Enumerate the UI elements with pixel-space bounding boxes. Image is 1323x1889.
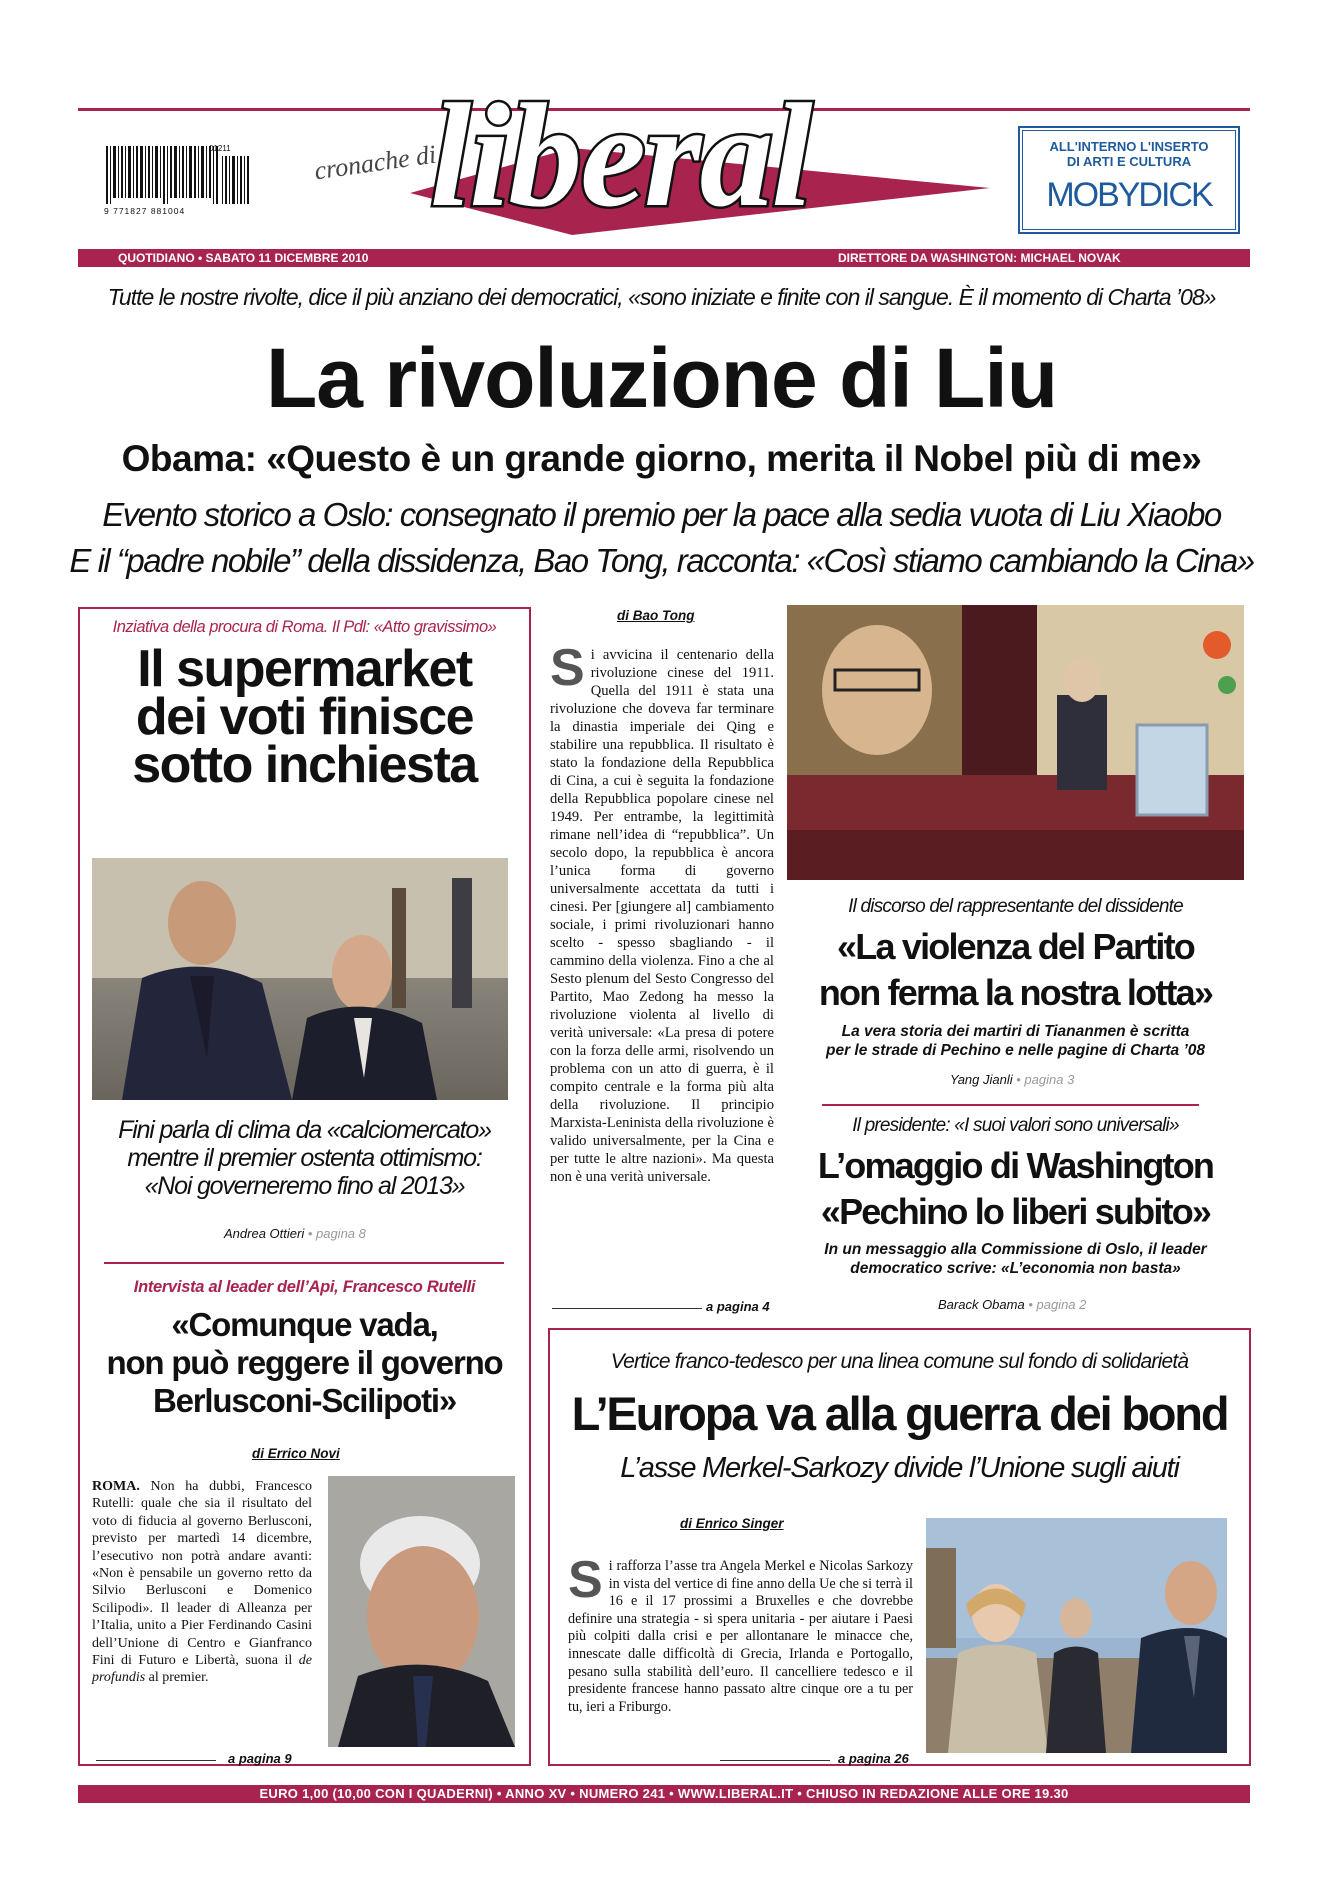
yang-headline-l1: «La violenza del Partito: [837, 926, 1194, 967]
barcode-issue: 01211: [209, 144, 231, 153]
yang-headline-l2: non ferma la nostra lotta»: [818, 972, 1213, 1013]
washington-author: Barack Obama: [938, 1297, 1025, 1312]
yang-headline: [787, 924, 1244, 1016]
merkel-sarkozy-photo-icon: [926, 1518, 1227, 1753]
europa-byline: di Enrico Singer: [680, 1516, 784, 1531]
supermarket-page-ref[interactable]: • pagina 8: [307, 1226, 366, 1241]
rutelli-body-b: al premier.: [145, 1670, 209, 1686]
rutelli-headline-l1: «Comunque vada,: [171, 1306, 438, 1343]
merkel-sarkozy-photo: [926, 1518, 1227, 1753]
rutelli-continued[interactable]: a pagina 9: [228, 1751, 292, 1766]
insert-name: MOBYDICK: [1046, 176, 1212, 214]
lead-subhead: Obama: «Questo è un grande giorno, merita il Nobel più di me»: [121, 438, 1202, 479]
washington-page-ref[interactable]: • pagina 2: [1028, 1297, 1087, 1312]
supermarket-author-line: [224, 1226, 366, 1241]
rutelli-headline: [80, 1306, 529, 1420]
rutelli-body: [92, 1478, 312, 1687]
supermarket-kicker: Inziativa della procura di Roma. Il Pdl: «Atto gravissimo»: [112, 618, 497, 636]
supermarket-headline-l1: Il supermarket: [137, 640, 472, 698]
barcode: [104, 146, 249, 216]
date-band-left: QUOTIDIANO • SABATO 11 DICEMBRE 2010: [118, 251, 369, 265]
washington-author-line: [938, 1297, 1086, 1312]
barcode-number: 9 771827 881004: [104, 206, 186, 216]
europa-body-wrap: [568, 1551, 913, 1716]
barcode-icon: [104, 146, 249, 204]
europa-dropcap: S: [568, 1551, 603, 1609]
lead-deck-1: Evento storico a Oslo: consegnato il premio per la pace alla sedia vuota di Liu Xiaobo: [102, 496, 1221, 533]
rutelli-kicker: Intervista al leader dell’Api, Francesco Rutelli: [133, 1278, 476, 1296]
insert-line2: DI ARTI E CULTURA: [1066, 154, 1192, 169]
right-divider: [822, 1104, 1199, 1106]
europa-subhead: L’asse Merkel-Sarkozy divide l’Unione sugli aiuti: [620, 1452, 1179, 1484]
rutelli-continued-rule: [96, 1760, 216, 1761]
logo-founder: di Ferdinando Adornato: [580, 234, 716, 248]
rutelli-photo-icon: [328, 1476, 515, 1747]
oslo-ceremony-photo: [787, 605, 1244, 880]
baotong-body: i avvicina il centenario della rivoluzione cinese del 1911. Quella del 1911 è stata una rivoluzione che doveva far terminare la dinastia imperiale dei Qing e stabilire una repubblica. Il risultato è stato la fondazione della Repubblica di Cina, a cui è seguita la fondazione della Repubblica popolare cinese nel 1949. Per entrambe, la legittimità rimane nell’idea di “repubblica”. Un secolo dopo, la repubblica è ancora l’unica forma di governo universalmente accettata da tutti i cinesi. Per [giungere al] cambiamento sociale, i primi rivoluzionari hanno scelto - spesso sbagliando - il cammino della violenza. Fino a che al Sesto plenum del Sesto Congresso del Partito, Mao Zedong ha messo la rivoluzione violenta al livello di verità universale: «La presa di potere con la forza delle armi, risolvendo un problema con un atto di guerra, è il compito centrale e la forma più alta della rivoluzione. Il principio Marxista-Leninista della rivoluzione è valido universalmente, per la Cina e per tutte le altre nazioni». Ma questa non è una verità universale.: [550, 647, 774, 1185]
washington-deck-l1: In un messaggio alla Commissione di Oslo, il leader: [824, 1241, 1207, 1258]
washington-headline-l2: «Pechino lo liberi subito»: [820, 1191, 1211, 1232]
washington-deck: [787, 1240, 1244, 1278]
lead-kicker: Tutte le nostre rivolte, dice il più anziano dei democratici, «sono iniziate e finite con il sangue. È il momento di Charta ’08»: [107, 284, 1216, 310]
europa-headline: L’Europa va alla guerra dei bond: [571, 1387, 1228, 1440]
rutelli-headline-l2: non può reggere il governo: [106, 1344, 503, 1381]
baotong-byline: di Bao Tong: [617, 608, 695, 623]
supermarket-caption-l2: mentre il premier ostenta ottimismo:: [127, 1144, 482, 1172]
lead-headline: La rivoluzione di Liu: [265, 331, 1058, 425]
baotong-continued-rule: [552, 1308, 702, 1309]
rutelli-dateline: ROMA.: [92, 1479, 140, 1494]
left-divider: [104, 1262, 504, 1264]
yang-deck-l2: per le strade di Pechino e nelle pagine di Charta ’08: [825, 1042, 1205, 1059]
yang-author-line: [950, 1072, 1074, 1087]
washington-headline-l1: L’omaggio di Washington: [817, 1145, 1214, 1186]
yang-page-ref[interactable]: • pagina 3: [1016, 1072, 1075, 1087]
logo-pretitle: cronache di: [312, 139, 438, 186]
fini-berlusconi-photo-icon: [92, 858, 508, 1100]
fini-berlusconi-photo: [92, 858, 508, 1100]
insert-line1: ALL'INTERNO L'INSERTO: [1049, 139, 1209, 154]
supermarket-caption-l3: «Noi governeremo fino al 2013»: [144, 1172, 465, 1200]
lead-deck-2: E il “padre nobile” della dissidenza, Bao Tong, racconta: «Così stiamo cambiando la Cina»: [69, 542, 1254, 579]
supermarket-headline: [80, 640, 529, 794]
yang-author: Yang Jianli: [950, 1072, 1013, 1087]
europa-continued-rule: [720, 1760, 830, 1761]
supermarket-author: Andrea Ottieri: [224, 1226, 305, 1241]
europa-continued[interactable]: a pagina 26: [838, 1751, 909, 1766]
footer-band: EURO 1,00 (10,00 CON I QUADERNI) • ANNO XV • NUMERO 241 • WWW.LIBERAL.IT • CHIUSO IN REDAZIONE ALLE ORE 19.30: [78, 1785, 1250, 1803]
mobydick-insert-box[interactable]: [1018, 126, 1240, 234]
date-band-right: DIRETTORE DA WASHINGTON: MICHAEL NOVAK: [838, 251, 1121, 265]
oslo-ceremony-photo-icon: [787, 605, 1244, 880]
rutelli-body-italic: de profundis: [92, 1653, 312, 1686]
masthead-logo: [280, 74, 1000, 248]
europa-body: i rafforza l’asse tra Angela Merkel e Nicolas Sarkozy in vista del vertice di fine anno della Ue che si terrà il 16 e il 17 prossimi a Bruxelles e che dovrebbe definire una strategia - si spera unitaria - per aiutare i Paesi più colpiti dalla crisi e per allontanare le minacce che, innescate dalle difficoltà di Grecia, Irlanda e Portogallo, pesano sulla stabilità dell’euro. Il cancelliere tedesco e il presidente francese hanno passato altre cinque ore a tu per tu, ieri a Friburgo.: [568, 1558, 913, 1715]
baotong-body-wrap: [550, 639, 774, 1186]
rutelli-body-a: Non ha dubbi, Francesco Rutelli: quale che sia il risultato del voto di fiducia al governo Berlusconi, previsto per martedì 14 dicembre, l’esecutivo non potrà andare avanti: «Non è pensabile un governo retto da Silvio Berlusconi e Domenico Scilipodi». Il leader di Alleanza per l’Italia, unito a Pier Ferdinando Casini dell’Unione di Centro e Gianfranco Fini di Futuro e Libertà, suona il: [92, 1479, 312, 1669]
date-band: [78, 249, 1250, 267]
supermarket-headline-l3: sotto inchiesta: [132, 736, 477, 794]
logo-title: liberal: [430, 74, 811, 238]
baotong-continued[interactable]: a pagina 4: [706, 1299, 770, 1314]
baotong-dropcap: S: [550, 639, 585, 697]
washington-kicker: Il presidente: «I suoi valori sono universali»: [852, 1115, 1179, 1136]
washington-deck-l2: democratico scrive: «L’economia non basta»: [850, 1260, 1181, 1277]
rutelli-photo: [328, 1476, 515, 1747]
rutelli-byline: di Errico Novi: [252, 1446, 340, 1461]
yang-deck: [787, 1022, 1244, 1060]
washington-headline: [787, 1143, 1244, 1235]
supermarket-caption-l1: Fini parla di clima da «calciomercato»: [118, 1116, 491, 1144]
yang-kicker: Il discorso del rappresentante del dissidente: [848, 896, 1183, 917]
europa-kicker: Vertice franco-tedesco per una linea comune sul fondo di solidarietà: [610, 1350, 1189, 1373]
supermarket-caption: [80, 1116, 529, 1200]
yang-deck-l1: La vera storia dei martiri di Tiananmen è scritta: [841, 1023, 1190, 1040]
supermarket-headline-l2: dei voti finisce: [135, 688, 474, 746]
rutelli-headline-l3: Berlusconi-Scilipoti»: [152, 1382, 457, 1419]
